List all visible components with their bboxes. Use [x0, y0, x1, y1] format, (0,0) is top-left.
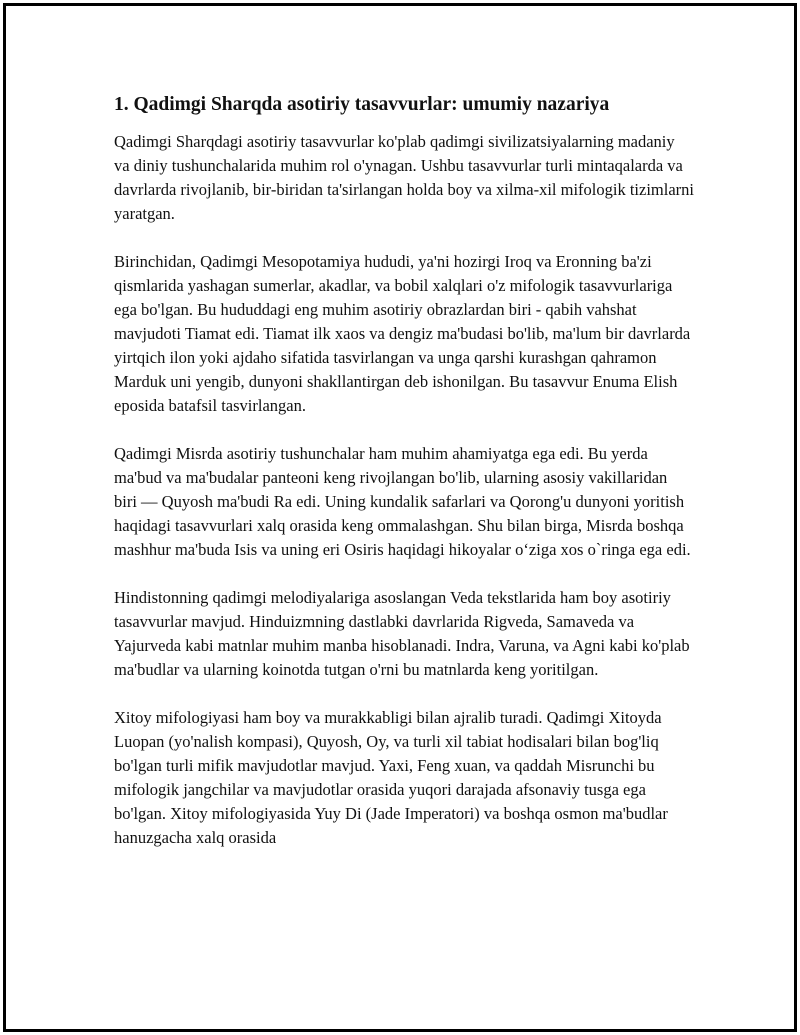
paragraph-china: Xitoy mifologiyasi ham boy va murakkabligi bilan ajralib turadi. Qadimgi Xitoyda Luopan (yo'nalish kompasi), Quyosh, Oy, va turli xil tabiat hodisalari bilan bog'liq bo'lgan turli mifik mavjudotlar mavjud. Yaxi, Feng xuan, va qaddah Misrunchi bu mifologik jangchilar va mavjudotlar orasida yuqori darajada afsonaviy tusga ega bo'lgan. Xitoy mifologiyasida Yuy Di (Jade Imperatori) va boshqa osmon ma'budlar hanuzgacha xalq orasida	[114, 708, 668, 847]
paragraph-intro: Qadimgi Sharqdagi asotiriy tasavvurlar ko'plab qadimgi sivilizatsiyalarning madaniy va diniy tushunchalarida muhim rol o'ynagan. Ushbu tasavvurlar turli mintaqalarda va davrlarda rivojlanib, bir-biridan ta'sirlangan holda boy va xilma-xil mifologik tizimlarni yaratgan.	[114, 132, 694, 223]
paragraph-egypt: Qadimgi Misrda asotiriy tushunchalar ham muhim ahamiyatga ega edi. Bu yerda ma'bud va ma'budalar panteoni keng rivojlangan bo'lib, ularning asosiy vakillaridan biri — Quyosh ma'budi Ra edi. Uning kundalik safarlari va Qorong'u dunyoni yoritish haqidagi tasavvurlari xalq orasida keng ommalashgan. Shu bilan birga, Misrda boshqa mashhur ma'buda Isis va uning eri Osiris haqidagi hikoyalar o‘ziga xos o`ringa ega edi.	[114, 444, 691, 559]
section-heading: 1. Qadimgi Sharqda asotiriy tasavvurlar: umumiy nazariya	[114, 94, 610, 115]
document-body	[114, 92, 694, 874]
paragraph-mesopotamia: Birinchidan, Qadimgi Mesopotamiya hududi, ya'ni hozirgi Iroq va Eronning ba'zi qismlarida yashagan sumerlar, akadlar, va bobil xalqlari o'z mifologik tasavvurlariga ega bo'lgan. Bu hududdagi eng muhim asotiriy obrazlardan biri - qabih vahshat mavjudoti Tiamat edi. Tiamat ilk xaos va dengiz ma'budasi bo'lib, ma'lum bir davrlarda yirtqich ilon yoki ajdaho sifatida tasvirlangan va unga qarshi kurashgan qahramon Marduk uni yengib, dunyoni shakllantirgan deb ishonilgan. Bu tasavvur Enuma Elish eposida batafsil tasvirlangan.	[114, 252, 691, 415]
paragraph-india: Hindistonning qadimgi melodiyalariga asoslangan Veda tekstlarida ham boy asotiriy tasavvurlar mavjud. Hinduizmning dastlabki davrlarida Rigveda, Samaveda va Yajurveda kabi matnlar muhim manba hisoblanadi. Indra, Varuna, va Agni kabi ko'plab ma'budlar va ularning koinotda tutgan o'rni bu matnlarda keng yoritilgan.	[114, 588, 690, 679]
